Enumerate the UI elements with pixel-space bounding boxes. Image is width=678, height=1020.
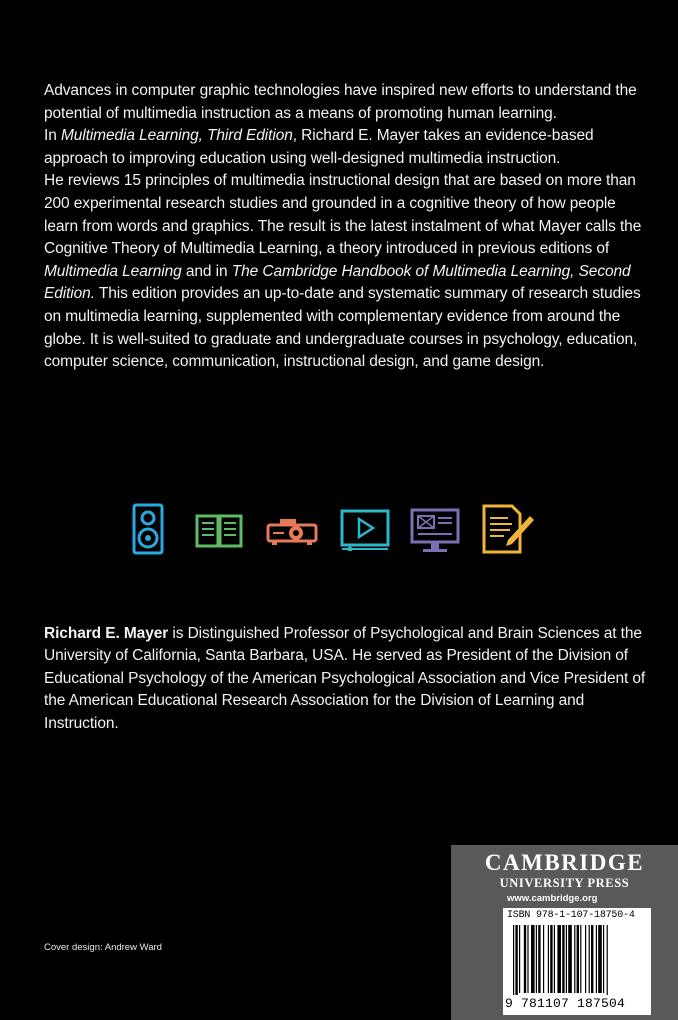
description-paragraph [44, 170, 650, 373]
text-fragment: He reviews 15 principles of multimedia instructional design that are based on more than 200 experimental research studies and grounded in a cognitive theory of how people learn from words and graphics. The result is the latest instalment of what Mayer calls the Cognitive Theory of Multimedia Learning, a theory introduced in previous editions of [44, 172, 642, 258]
text-fragment: This edition provides an up-to-date and systematic summary of research studies on multimedia learning, supplemented with complementary evidence from around the globe. It is well-suited to graduate and undergraduate courses in psychology, education, computer science, communication, instructional design, and game design. [44, 285, 641, 371]
author-name: Richard E. Mayer [44, 625, 169, 642]
document-pencil-icon [482, 504, 536, 554]
book-title: Multimedia Learning, Third Edition [60, 127, 293, 145]
description-paragraph [44, 80, 650, 125]
media-icon-row [132, 503, 536, 555]
publisher-panel [451, 845, 678, 1020]
book-title-reference: Multimedia Learning [44, 262, 182, 280]
publisher-logo-subname: UNIVERSITY PRESS [499, 876, 630, 890]
open-book-icon [194, 511, 244, 549]
isbn-barcode-box [503, 908, 651, 1015]
projector-icon [266, 517, 318, 547]
text-fragment: and in [181, 262, 232, 280]
isbn-number: ISBN 978-1-107-18750-4 [507, 910, 635, 921]
barcode-icon [513, 925, 641, 995]
book-description [44, 80, 650, 374]
cover-design-credit: Cover design: Andrew Ward [44, 942, 162, 953]
computer-monitor-icon [410, 508, 460, 554]
description-paragraph [44, 125, 650, 170]
speaker-icon [132, 503, 164, 555]
publisher-url: www.cambridge.org [507, 893, 598, 904]
video-player-icon [340, 509, 390, 551]
author-bio [44, 623, 656, 735]
barcode-digits-text: 9 781107 187504 [505, 996, 626, 1011]
author-bio-text: is Distinguished Professor of Psychological and Brain Sciences at the University of California, Santa Barbara, USA. He served as President of the Division of Educational Psychology of the American Psychological Association and Vice President of the American Educational Research Association for the Division of Learning and Instruction. [44, 625, 646, 732]
handbook-title-reference: The Cambridge Handbook of Multimedia Learning, Second Edition. [44, 262, 631, 303]
publisher-logo-name: CAMBRIDGE [484, 850, 645, 875]
text-fragment: In [44, 127, 61, 145]
text-fragment: , Richard E. Mayer takes an evidence-based approach to improving education using well-designed multimedia instruction. [44, 127, 594, 167]
description-sentence-1: Advances in computer graphic technologies have inspired new efforts to understand the potential of multimedia instruction as a means of promoting human learning. [44, 82, 637, 122]
